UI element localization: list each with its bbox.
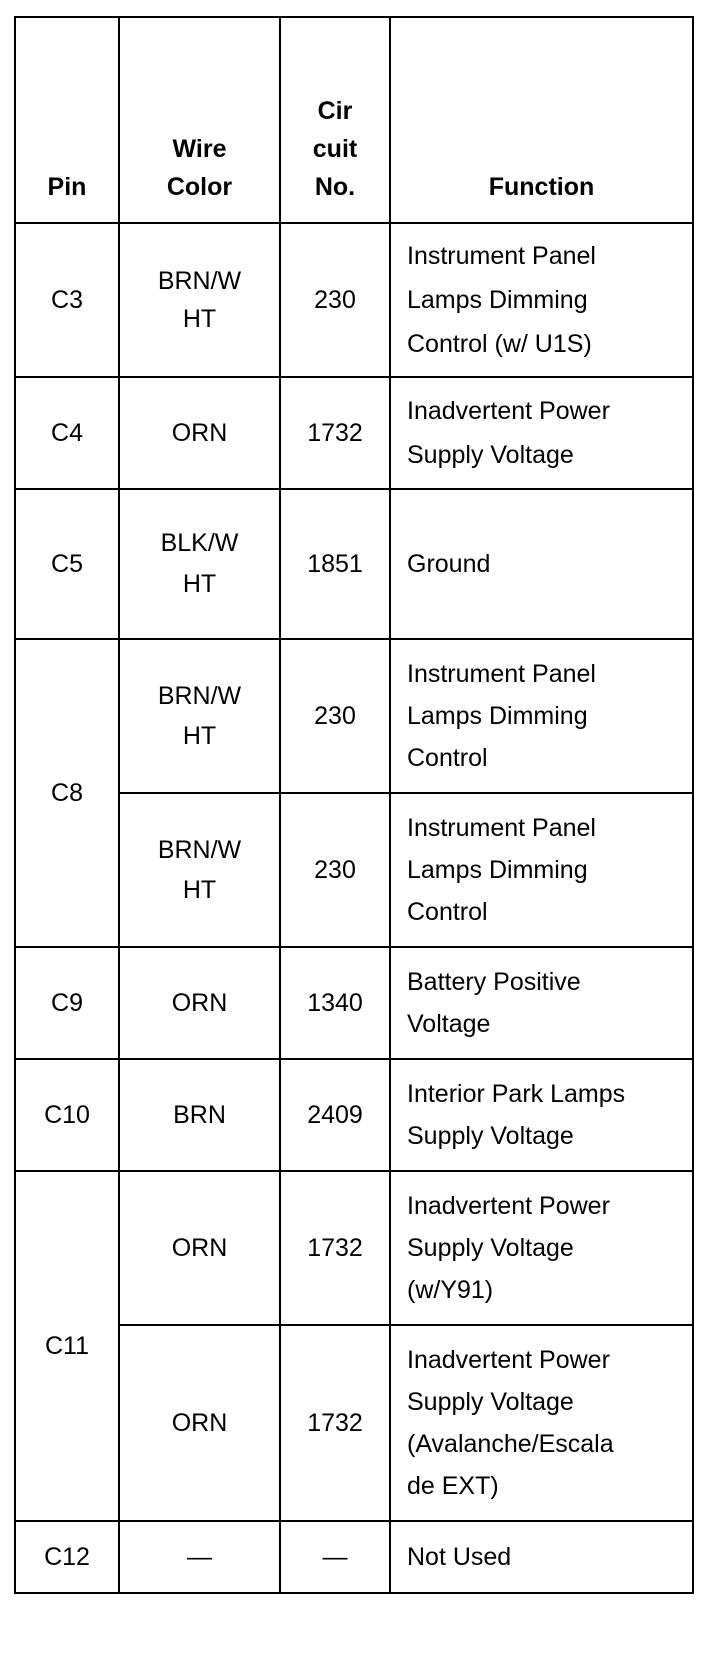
function-cell: Ground	[390, 489, 693, 639]
header-row	[15, 17, 693, 223]
function-cell: Inadvertent Power Supply Voltage (w/Y91)	[390, 1171, 693, 1325]
function-cell: Not Used	[390, 1521, 693, 1593]
circuit-cell: 1732	[280, 377, 390, 489]
wire-color-cell: ORN	[119, 377, 280, 489]
pin-cell: C10	[15, 1059, 119, 1171]
function-cell: Instrument Panel Lamps Dimming Control (w/ U1S)	[390, 223, 693, 377]
table-row	[15, 377, 693, 489]
table-row	[15, 639, 693, 793]
function-cell: Inadvertent Power Supply Voltage	[390, 377, 693, 489]
table-row	[15, 947, 693, 1059]
wire-color-cell: ORN	[119, 947, 280, 1059]
circuit-cell: 1732	[280, 1325, 390, 1521]
pin-cell: C11	[15, 1171, 119, 1521]
table-row	[15, 1059, 693, 1171]
circuit-cell: —	[280, 1521, 390, 1593]
wire-color-cell: ORN	[119, 1171, 280, 1325]
function-cell: Instrument Panel Lamps Dimming Control	[390, 639, 693, 793]
circuit-cell: 1732	[280, 1171, 390, 1325]
pin-cell: C8	[15, 639, 119, 947]
wire-color-cell: BRN/W HT	[119, 223, 280, 377]
circuit-cell: 1851	[280, 489, 390, 639]
pin-cell: C5	[15, 489, 119, 639]
circuit-cell: 230	[280, 639, 390, 793]
pin-cell: C3	[15, 223, 119, 377]
wire-color-cell: BRN/W HT	[119, 793, 280, 947]
pin-cell: C12	[15, 1521, 119, 1593]
circuit-cell: 2409	[280, 1059, 390, 1171]
header-pin: Pin	[15, 17, 119, 223]
header-circuit-no: Cir cuit No.	[280, 17, 390, 223]
table-row	[15, 223, 693, 377]
wire-color-cell: ORN	[119, 1325, 280, 1521]
table-row	[15, 1521, 693, 1593]
pin-cell: C4	[15, 377, 119, 489]
circuit-cell: 1340	[280, 947, 390, 1059]
function-cell: Battery Positive Voltage	[390, 947, 693, 1059]
pin-table	[14, 16, 694, 1594]
circuit-cell: 230	[280, 793, 390, 947]
table-row	[15, 489, 693, 639]
header-wire-color: Wire Color	[119, 17, 280, 223]
function-cell: Instrument Panel Lamps Dimming Control	[390, 793, 693, 947]
header-function: Function	[390, 17, 693, 223]
wire-color-cell: —	[119, 1521, 280, 1593]
wire-color-cell: BRN/W HT	[119, 639, 280, 793]
circuit-cell: 230	[280, 223, 390, 377]
function-cell: Inadvertent Power Supply Voltage (Avalanche/Escala de EXT)	[390, 1325, 693, 1521]
table-row	[15, 1171, 693, 1325]
wire-color-cell: BRN	[119, 1059, 280, 1171]
pin-cell: C9	[15, 947, 119, 1059]
function-cell: Interior Park Lamps Supply Voltage	[390, 1059, 693, 1171]
wire-color-cell: BLK/W HT	[119, 489, 280, 639]
